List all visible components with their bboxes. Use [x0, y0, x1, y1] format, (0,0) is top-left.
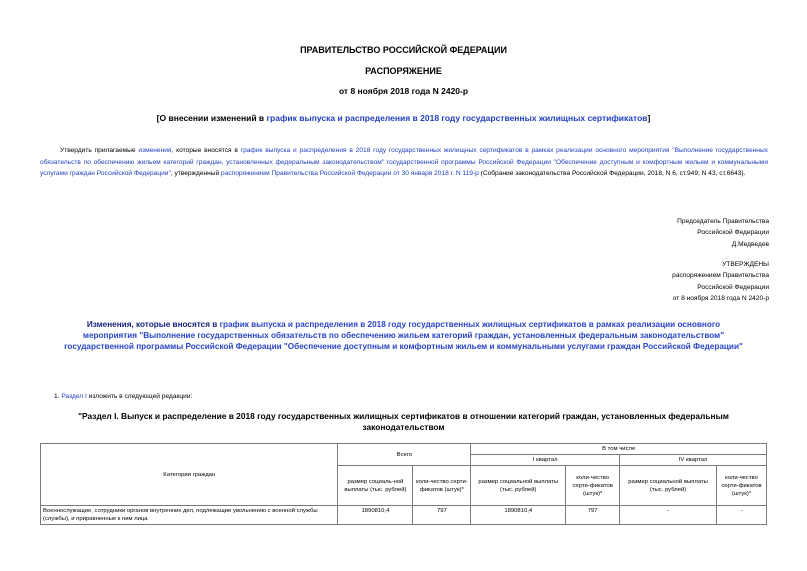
table-row — [41, 506, 767, 525]
changes-schedule-link[interactable]: график выпуска и распределения в 2018 году государственных жилищных сертификатов в рамках реализации основного мероприятия "Выполнение государственных обязательств по обеспечению жильем категорий граждан, установленных федеральным законодательством" государственной программы Российской Федерации "Обеспечение доступным и комфортным жильем и коммунальными услугами граждан Российской Федерации" — [64, 320, 743, 351]
changes-link[interactable]: изменения — [138, 147, 172, 154]
document-title-suffix: ] — [647, 113, 651, 123]
header-q1-payment: размер социальной выплаты (тыс. рублей) — [471, 466, 566, 506]
header-total: Всего — [338, 444, 471, 466]
signature-position: Председатель Правительства — [677, 218, 769, 225]
intro-text-1: Утвердить прилагаемые — [60, 147, 139, 154]
item-1-number: 1. — [54, 393, 62, 400]
item-1 — [54, 393, 192, 400]
document-date-number: от 8 ноября 2018 года N 2420-р — [338, 86, 469, 96]
document-title — [0, 113, 807, 123]
signature-country: Российской Федерации — [697, 229, 769, 237]
intro-text-2: , которые вносятся в — [171, 147, 241, 154]
distribution-table — [40, 443, 767, 525]
row-category: Военнослужащие, сотрудники органов внутренних дел, подлежащие увольнению с военной службы (службы), и приравненные к ним лица — [41, 506, 338, 525]
header-total-payment: размер социаль-ной выплаты (тыс. рублей) — [338, 466, 413, 506]
header-categories: Категории граждан — [41, 444, 338, 506]
row-q1-payment: 1890810,4 — [471, 506, 566, 525]
row-q4-count: - — [717, 506, 767, 525]
approval-authority: распоряжением Правительства — [672, 272, 769, 280]
schedule-link[interactable]: график выпуска и распределения в 2018 году государственных жилищных сертификатов — [266, 113, 648, 123]
approval-block — [672, 259, 769, 304]
document-type: РАСПОРЯЖЕНИЕ — [365, 66, 442, 76]
approval-heading: УТВЕРЖДЕНЫ — [722, 261, 769, 268]
header-q4-count: коли-чество серти-фикатов (штук)* — [717, 466, 767, 506]
intro-paragraph — [40, 145, 768, 180]
schedule-program-link[interactable]: график выпуска и распределения в 2018 году государственных жилищных сертификатов в рамках реализации основного мероприятия "Выполнение государственных обязательств по обеспечению жильем категорий граждан, установленных федеральным законодательством" государственной программы Российской Федерации "Обеспечение доступным и комфортным жильем и коммунальными услугами граждан Российской Федерации" — [40, 147, 768, 177]
row-total-payment: 1890810,4 — [338, 506, 413, 525]
header-total-count: коли-чество серти-фикатов (штук)* — [413, 466, 471, 506]
order-119-link[interactable]: распоряжением Правительства Российской Федерации от 30 января 2018 г. N 119-р — [221, 170, 479, 177]
header-q1: I квартал — [471, 455, 620, 466]
intro-text-4: (Собрание законодательства Российской Федерации, 2018, N 6, ст.949; N 43, ст.6643). — [478, 170, 746, 177]
approval-country: Российской Федерации — [697, 283, 769, 291]
signature-name: Д.Медведев — [731, 240, 769, 248]
changes-title-prefix: Изменения, которые вносятся в — [86, 320, 220, 329]
header-q1-count: коли-чество серти-фикатов (штук)* — [566, 466, 620, 506]
header-q4-payment: размер социальной выплаты (тыс. рублей) — [620, 466, 717, 506]
row-q1-count: 797 — [566, 506, 620, 525]
row-q4-payment: - — [620, 506, 717, 525]
section-title: "Раздел I. Выпуск и распределение в 2018 году государственных жилищных сертификатов в отношении категорий граждан, установленных федеральным законодательством — [78, 411, 729, 432]
item-1-text: изложить в следующей редакции: — [86, 393, 193, 400]
intro-text-3: , утвержденный — [170, 170, 222, 177]
header-including: В том числе — [471, 444, 767, 455]
row-total-count: 797 — [413, 506, 471, 525]
document-title-prefix: [О внесении изменений в — [156, 113, 267, 123]
changes-title — [60, 319, 747, 352]
signature-block — [677, 216, 769, 250]
header-q4: IV квартал — [620, 455, 767, 466]
section-i-link[interactable]: Раздел I — [61, 393, 87, 400]
approval-date: от 8 ноября 2018 года N 2420-р — [672, 294, 769, 302]
government-heading: ПРАВИТЕЛЬСТВО РОССИЙСКОЙ ФЕДЕРАЦИИ — [300, 45, 507, 55]
